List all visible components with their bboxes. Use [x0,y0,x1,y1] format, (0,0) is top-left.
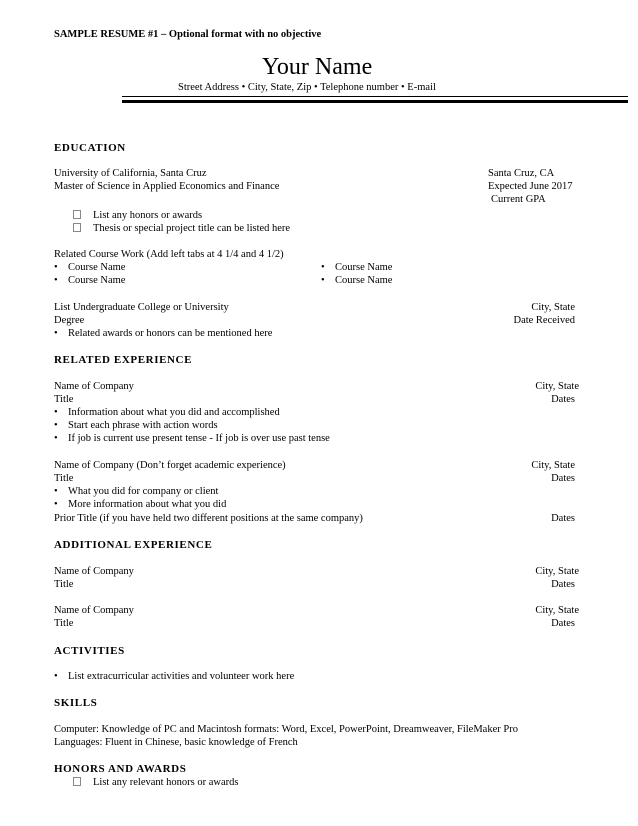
contact-line: Street Address • City, State, Zip • Telephone number • E-mail [178,82,436,93]
undergrad-school: List Undergraduate College or University [54,302,229,313]
checkbox-icon [73,223,81,232]
activity-bullet: • List extracurricular activities and volunteer work here [54,672,294,683]
skills-heading: SKILLS [54,697,98,709]
job-bullet: • Start each phrase with action words [54,421,218,432]
company-location: City, State [531,460,575,471]
job-bullet: • What you did for company or client [54,487,218,498]
company-location: City, State [535,605,579,616]
coursework-label: Related Course Work (Add left tabs at 4 1/4 and 4 1/2) [54,249,284,260]
undergrad-degree: Degree [54,315,85,326]
honors-text: List any relevant honors or awards [93,777,239,788]
course-left: • Course Name [54,276,125,287]
company-name: Name of Company (Don’t forget academic experience) [54,460,286,471]
expected-date: Expected June 2017 [488,181,573,192]
checkbox-icon [73,777,81,786]
job-dates: Dates [551,473,575,484]
course-right: • Course Name [321,263,392,274]
job-bullet: • If job is current use present tense - If job is over use past tense [54,434,330,445]
additional-heading: ADDITIONAL EXPERIENCE [54,539,213,551]
checklist-text: List any honors or awards [93,210,203,221]
job-title: Title [54,473,74,484]
job-dates: Dates [551,618,575,629]
current-gpa: Current GPA [491,194,546,205]
honors-item [73,777,239,789]
skills-languages: Languages: Fluent in Chinese, basic knowledge of French [54,737,298,748]
checkbox-icon [73,210,81,219]
school-name: University of California, Santa Cruz [54,168,207,179]
resume-name: Your Name [262,54,373,80]
company-name: Name of Company [54,381,134,392]
skills-computer: Computer: Knowledge of PC and Macintosh formats: Word, Excel, PowerPoint, Dreamweaver, FileMaker Pro [54,724,518,735]
undergrad-bullet: • Related awards or honors can be mentioned here [54,329,272,340]
company-name: Name of Company [54,605,134,616]
job-dates: Dates [551,394,575,405]
job-dates: Dates [551,579,575,590]
company-location: City, State [535,566,579,577]
course-left: • Course Name [54,263,125,274]
job-bullet: • Information about what you did and accomplished [54,408,280,419]
job-title: Title [54,618,74,629]
undergrad-date: Date Received [513,315,575,326]
job-title: Title [54,394,74,405]
company-name: Name of Company [54,566,134,577]
undergrad-location: City, State [531,302,575,313]
activities-heading: ACTIVITIES [54,645,125,657]
company-location: City, State [535,381,579,392]
course-right: • Course Name [321,276,392,287]
header-rule-thin [122,96,628,97]
school-location: Santa Cruz, CA [488,168,555,179]
checklist-item [73,223,290,235]
header-rule-thick [122,100,628,103]
prior-title: Prior Title (if you have held two different positions at the same company) [54,513,363,524]
checklist-text: Thesis or special project title can be listed here [93,223,291,234]
job-title: Title [54,579,74,590]
checklist-item [73,210,202,222]
degree: Master of Science in Applied Economics and Finance [54,181,280,192]
honors-heading: HONORS AND AWARDS [54,763,187,775]
job-bullet: • More information about what you did [54,500,226,511]
education-heading: EDUCATION [54,142,126,154]
prior-dates: Dates [551,513,575,524]
related-heading: RELATED EXPERIENCE [54,354,193,366]
sample-label: SAMPLE RESUME #1 – Optional format with no objective [54,29,322,40]
